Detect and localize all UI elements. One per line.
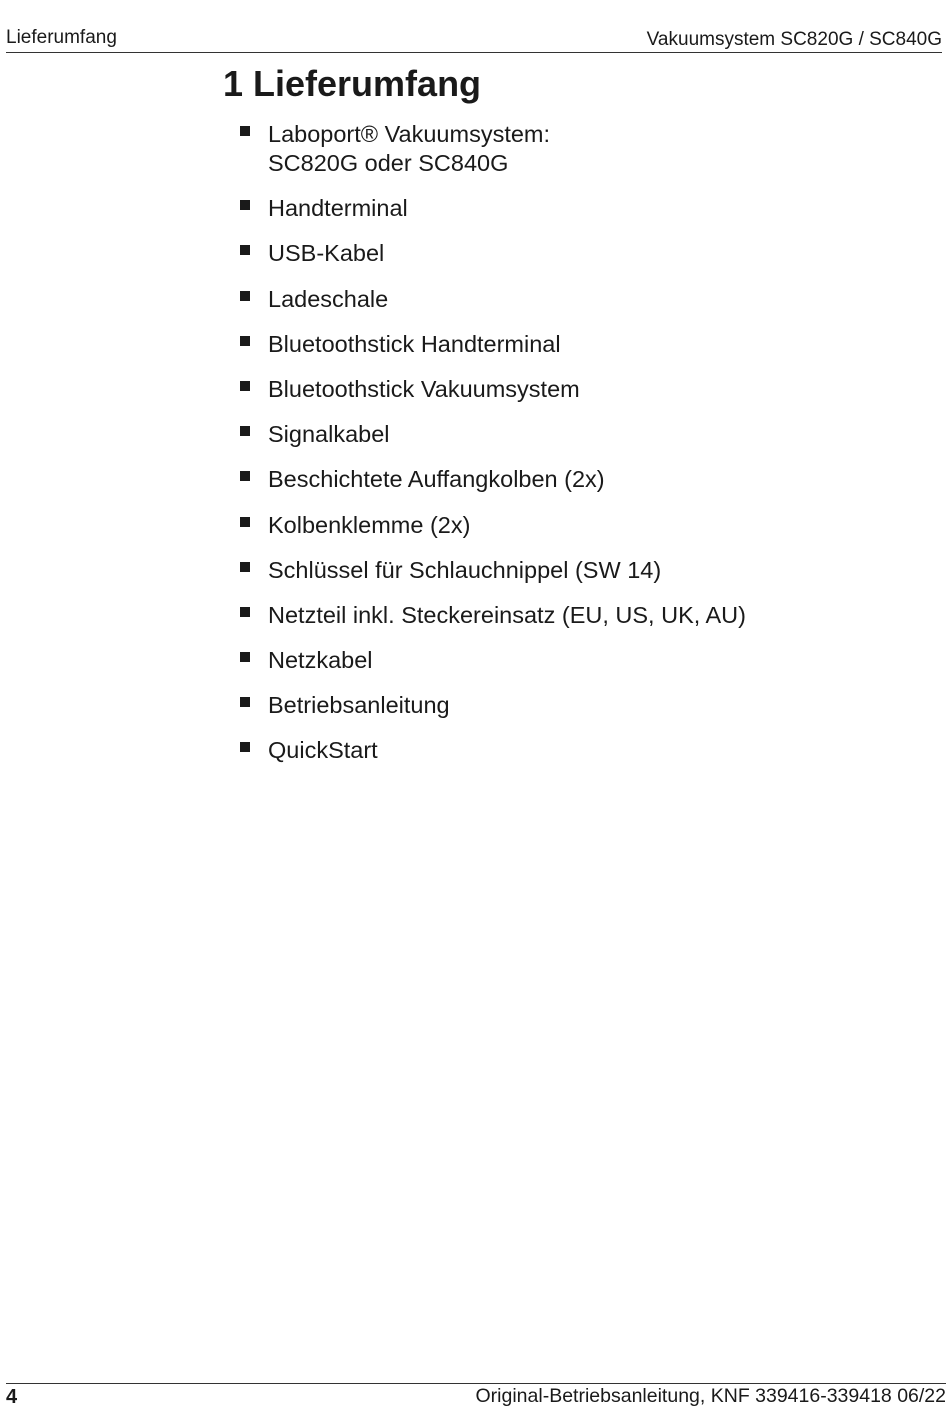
list-item	[240, 556, 920, 585]
list-item-label: Netzteil inkl. Steckereinsatz (EU, US, UK, AU)	[268, 601, 746, 628]
page-header	[6, 26, 942, 53]
list-item	[240, 691, 920, 720]
list-item-label: USB-Kabel	[268, 240, 385, 267]
list-item-label: Kolbenklemme (2x)	[268, 511, 471, 538]
bullet-square-icon	[240, 336, 250, 346]
page-title: 1 Lieferumfang	[223, 63, 482, 104]
list-item	[240, 194, 920, 223]
bullet-square-icon	[240, 245, 250, 255]
list-item-label: Bluetoothstick Handterminal	[268, 330, 561, 357]
bullet-square-icon	[240, 742, 250, 752]
bullet-square-icon	[240, 607, 250, 617]
bullet-square-icon	[240, 652, 250, 662]
list-item	[240, 601, 920, 630]
bullet-square-icon	[240, 697, 250, 707]
list-item	[240, 285, 920, 314]
list-item	[240, 465, 920, 494]
list-item-label: Ladeschale	[268, 285, 389, 312]
bullet-square-icon	[240, 291, 250, 301]
scope-of-delivery-list	[240, 120, 920, 782]
footer-document-reference: Original-Betriebsanleitung, KNF 339416-339418 06/22	[475, 1385, 946, 1407]
bullet-square-icon	[240, 562, 250, 572]
list-item-label: Betriebsanleitung	[268, 692, 450, 719]
list-item-label: Bluetoothstick Vakuumsystem	[268, 375, 580, 402]
list-item	[240, 239, 920, 268]
list-item	[240, 511, 920, 540]
header-product-name: Vakuumsystem SC820G / SC840G	[646, 29, 942, 50]
list-item	[240, 736, 920, 765]
page-footer	[6, 1383, 946, 1408]
header-section-title: Lieferumfang	[6, 27, 117, 48]
list-item	[240, 330, 920, 359]
bullet-square-icon	[240, 381, 250, 391]
page-number: 4	[6, 1386, 18, 1408]
bullet-square-icon	[240, 426, 250, 436]
list-item-label: Netzkabel	[268, 647, 373, 674]
list-item	[240, 375, 920, 404]
bullet-square-icon	[240, 471, 250, 481]
list-item-label: Schlüssel für Schlauchnippel (SW 14)	[268, 556, 662, 583]
list-item-label: QuickStart	[268, 737, 378, 764]
list-item	[240, 646, 920, 675]
bullet-square-icon	[240, 517, 250, 527]
list-item-label: Beschichtete Auffangkolben (2x)	[268, 466, 605, 493]
list-item-label: Laboport® Vakuumsystem: SC820G oder SC840G	[268, 121, 551, 176]
bullet-square-icon	[240, 200, 250, 210]
list-item-label: Signalkabel	[268, 421, 390, 448]
bullet-square-icon	[240, 126, 250, 136]
list-item-label: Handterminal	[268, 195, 408, 222]
list-item	[240, 420, 920, 449]
list-item	[240, 120, 920, 178]
